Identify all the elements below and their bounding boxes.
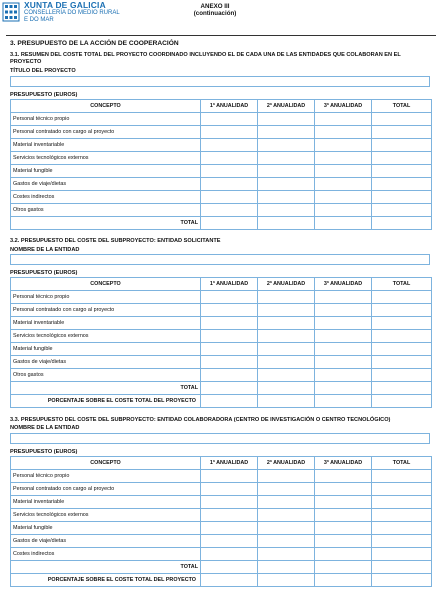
page-header (0, 0, 440, 30)
table-header-row (11, 278, 432, 291)
table-row (11, 470, 432, 483)
concept-label: Material fungible (11, 522, 201, 535)
amount-cell-year-3[interactable] (315, 395, 372, 408)
budget-table-3-1 (10, 99, 432, 230)
amount-cell-year-2[interactable] (258, 535, 315, 548)
project-title-input[interactable] (10, 76, 430, 87)
column-header-year-3: 3ª ANUALIDAD (315, 278, 372, 291)
table-row (11, 291, 432, 304)
column-header-total: TOTAL (372, 100, 432, 113)
amount-cell-year-3[interactable] (315, 535, 372, 548)
column-header-concept: CONCEPTO (11, 100, 201, 113)
amount-cell-year-1[interactable] (201, 126, 258, 139)
project-title-label: TÍTULO DEL PROYECTO (10, 68, 76, 74)
amount-cell-year-3[interactable] (315, 165, 372, 178)
concept-label: Servicios tecnológicos externos (11, 152, 201, 165)
concept-label: Material inventariable (11, 496, 201, 509)
concept-label: Gastos de viaje/dietas (11, 178, 201, 191)
amount-cell-year-3[interactable] (315, 152, 372, 165)
amount-cell-total[interactable] (372, 139, 432, 152)
amount-cell-year-1[interactable] (201, 496, 258, 509)
amount-cell-year-2[interactable] (258, 317, 315, 330)
amount-cell-year-3[interactable] (315, 139, 372, 152)
concept-label: Costes indirectos (11, 191, 201, 204)
amount-cell-year-3[interactable] (315, 204, 372, 217)
department-line-2: E DO MAR (24, 16, 54, 23)
amount-cell-year-1[interactable] (201, 395, 258, 408)
annex-number: ANEXO III (200, 3, 230, 10)
amount-cell-year-2[interactable] (258, 470, 315, 483)
table-row (11, 204, 432, 217)
percentage-label: PORCENTAJE SOBRE EL COSTE TOTAL DEL PROYECTO (11, 395, 201, 408)
column-header-year-2: 2ª ANUALIDAD (258, 457, 315, 470)
column-header-concept: CONCEPTO (11, 457, 201, 470)
amount-cell-year-3[interactable] (315, 483, 372, 496)
table-row (11, 317, 432, 330)
amount-cell-total[interactable] (372, 574, 432, 587)
amount-cell-year-3[interactable] (315, 470, 372, 483)
amount-cell-year-1[interactable] (201, 574, 258, 587)
percentage-label: PORCENTAJE SOBRE EL COSTE TOTAL DEL PROYECTO (11, 574, 201, 587)
amount-cell-year-3[interactable] (315, 574, 372, 587)
budget-label-3-1: PRESUPUESTO (EUROS) (10, 92, 78, 98)
amount-cell-year-2[interactable] (258, 548, 315, 561)
amount-cell-year-3[interactable] (315, 496, 372, 509)
amount-cell-year-1[interactable] (201, 369, 258, 382)
amount-cell-year-3[interactable] (315, 304, 372, 317)
amount-cell-year-1[interactable] (201, 165, 258, 178)
table-row (11, 369, 432, 382)
amount-cell-year-1[interactable] (201, 343, 258, 356)
amount-cell-year-1[interactable] (201, 304, 258, 317)
amount-cell-year-3[interactable] (315, 561, 372, 574)
column-header-year-1: 1ª ANUALIDAD (201, 278, 258, 291)
table-row (11, 191, 432, 204)
amount-cell-total[interactable] (372, 113, 432, 126)
amount-cell-year-2[interactable] (258, 496, 315, 509)
amount-cell-year-2[interactable] (258, 395, 315, 408)
table-row (11, 522, 432, 535)
brand-name: XUNTA DE GALICIA (24, 0, 106, 10)
amount-cell-year-2[interactable] (258, 483, 315, 496)
total-row (11, 382, 432, 395)
column-header-year-2: 2ª ANUALIDAD (258, 100, 315, 113)
entity-name-label-3-3: NOMBRE DE LA ENTIDAD (10, 425, 80, 431)
amount-cell-year-2[interactable] (258, 204, 315, 217)
concept-label: Costes indirectos (11, 548, 201, 561)
table-row (11, 152, 432, 165)
amount-cell-year-1[interactable] (201, 548, 258, 561)
amount-cell-total[interactable] (372, 369, 432, 382)
amount-cell-year-2[interactable] (258, 152, 315, 165)
amount-cell-year-2[interactable] (258, 561, 315, 574)
budget-table-3-2 (10, 277, 432, 408)
amount-cell-year-1[interactable] (201, 483, 258, 496)
concept-label: Otros gastos (11, 369, 201, 382)
amount-cell-total[interactable] (372, 291, 432, 304)
amount-cell-year-2[interactable] (258, 382, 315, 395)
amount-cell-year-1[interactable] (201, 217, 258, 230)
table-row (11, 139, 432, 152)
concept-label: Personal contratado con cargo al proyecto (11, 126, 201, 139)
budget-label-3-2: PRESUPUESTO (EUROS) (10, 270, 78, 276)
amount-cell-total[interactable] (372, 317, 432, 330)
subsection-3-2-title: 3.2. PRESUPUESTO DEL COSTE DEL SUBPROYECTO: ENTIDAD SOLICITANTE (10, 238, 221, 244)
amount-cell-year-2[interactable] (258, 356, 315, 369)
column-header-year-1: 1ª ANUALIDAD (201, 100, 258, 113)
amount-cell-year-2[interactable] (258, 126, 315, 139)
concept-label: Personal técnico propio (11, 291, 201, 304)
amount-cell-year-2[interactable] (258, 522, 315, 535)
amount-cell-year-1[interactable] (201, 382, 258, 395)
amount-cell-year-1[interactable] (201, 356, 258, 369)
entity-name-input-3-3[interactable] (10, 433, 430, 444)
amount-cell-year-3[interactable] (315, 178, 372, 191)
concept-label: Material inventariable (11, 139, 201, 152)
table-row (11, 178, 432, 191)
amount-cell-year-2[interactable] (258, 178, 315, 191)
amount-cell-total[interactable] (372, 165, 432, 178)
table-row (11, 356, 432, 369)
amount-cell-total[interactable] (372, 470, 432, 483)
concept-label: Servicios tecnológicos externos (11, 330, 201, 343)
amount-cell-total[interactable] (372, 395, 432, 408)
amount-cell-year-1[interactable] (201, 291, 258, 304)
concept-label: Personal técnico propio (11, 113, 201, 126)
amount-cell-total[interactable] (372, 509, 432, 522)
amount-cell-year-3[interactable] (315, 317, 372, 330)
amount-cell-year-2[interactable] (258, 304, 315, 317)
amount-cell-year-3[interactable] (315, 291, 372, 304)
amount-cell-year-2[interactable] (258, 191, 315, 204)
amount-cell-year-1[interactable] (201, 470, 258, 483)
amount-cell-year-1[interactable] (201, 204, 258, 217)
amount-cell-year-2[interactable] (258, 165, 315, 178)
table-row (11, 535, 432, 548)
column-header-year-3: 3ª ANUALIDAD (315, 457, 372, 470)
amount-cell-year-2[interactable] (258, 509, 315, 522)
amount-cell-year-2[interactable] (258, 291, 315, 304)
amount-cell-year-2[interactable] (258, 343, 315, 356)
entity-name-label-3-2: NOMBRE DE LA ENTIDAD (10, 247, 80, 253)
total-row (11, 217, 432, 230)
concept-label: Gastos de viaje/dietas (11, 535, 201, 548)
amount-cell-total[interactable] (372, 483, 432, 496)
concept-label: Servicios tecnológicos externos (11, 509, 201, 522)
column-header-total: TOTAL (372, 278, 432, 291)
amount-cell-year-1[interactable] (201, 152, 258, 165)
entity-name-input-3-2[interactable] (10, 254, 430, 265)
amount-cell-year-1[interactable] (201, 178, 258, 191)
concept-label: Material fungible (11, 165, 201, 178)
column-header-concept: CONCEPTO (11, 278, 201, 291)
amount-cell-year-2[interactable] (258, 217, 315, 230)
concept-label: Personal contratado con cargo al proyecto (11, 483, 201, 496)
amount-cell-year-1[interactable] (201, 191, 258, 204)
percentage-row (11, 574, 432, 587)
annex-subtitle: (continuación) (193, 10, 237, 18)
table-row (11, 113, 432, 126)
concept-label: Personal contratado con cargo al proyecto (11, 304, 201, 317)
column-header-year-3: 3ª ANUALIDAD (315, 100, 372, 113)
amount-cell-total[interactable] (372, 356, 432, 369)
table-header-row (11, 457, 432, 470)
amount-cell-total[interactable] (372, 496, 432, 509)
amount-cell-total[interactable] (372, 204, 432, 217)
table-row (11, 343, 432, 356)
amount-cell-total[interactable] (372, 126, 432, 139)
table-row (11, 509, 432, 522)
percentage-row (11, 395, 432, 408)
amount-cell-total[interactable] (372, 382, 432, 395)
column-header-year-2: 2ª ANUALIDAD (258, 278, 315, 291)
amount-cell-year-3[interactable] (315, 343, 372, 356)
amount-cell-total[interactable] (372, 152, 432, 165)
budget-table-3-3 (10, 456, 432, 587)
amount-cell-year-3[interactable] (315, 217, 372, 230)
amount-cell-total[interactable] (372, 330, 432, 343)
table-row (11, 496, 432, 509)
table-row (11, 483, 432, 496)
table-header-row (11, 100, 432, 113)
table-row (11, 165, 432, 178)
table-row (11, 126, 432, 139)
xunta-logo-icon (2, 2, 20, 22)
amount-cell-year-3[interactable] (315, 330, 372, 343)
institution-name (24, 1, 120, 23)
column-header-total: TOTAL (372, 457, 432, 470)
amount-cell-year-2[interactable] (258, 574, 315, 587)
amount-cell-year-3[interactable] (315, 126, 372, 139)
amount-cell-year-1[interactable] (201, 330, 258, 343)
concept-label: Personal técnico propio (11, 470, 201, 483)
amount-cell-year-1[interactable] (201, 139, 258, 152)
amount-cell-total[interactable] (372, 522, 432, 535)
amount-cell-total[interactable] (372, 535, 432, 548)
total-label: TOTAL (11, 217, 201, 230)
budget-label-3-3: PRESUPUESTO (EUROS) (10, 449, 78, 455)
total-row (11, 561, 432, 574)
amount-cell-year-2[interactable] (258, 369, 315, 382)
amount-cell-year-3[interactable] (315, 191, 372, 204)
subsection-3-3-title: 3.3. PRESUPUESTO DEL COSTE DEL SUBPROYECTO: ENTIDAD COLABORADORA (CENTRO DE INVESTIGACIÓN O CENTRO TECNOLÓGICO) (10, 417, 391, 423)
amount-cell-year-1[interactable] (201, 317, 258, 330)
concept-label: Otros gastos (11, 204, 201, 217)
amount-cell-total[interactable] (372, 561, 432, 574)
concept-label: Material fungible (11, 343, 201, 356)
amount-cell-year-2[interactable] (258, 330, 315, 343)
amount-cell-year-1[interactable] (201, 561, 258, 574)
amount-cell-year-3[interactable] (315, 382, 372, 395)
amount-cell-total[interactable] (372, 304, 432, 317)
amount-cell-year-3[interactable] (315, 369, 372, 382)
concept-label: Material inventariable (11, 317, 201, 330)
amount-cell-year-3[interactable] (315, 509, 372, 522)
amount-cell-year-1[interactable] (201, 535, 258, 548)
amount-cell-year-3[interactable] (315, 548, 372, 561)
section-title: 3. PRESUPUESTO DE LA ACCIÓN DE COOPERACIÓN (10, 40, 179, 47)
total-label: TOTAL (11, 561, 201, 574)
table-row (11, 304, 432, 317)
amount-cell-year-1[interactable] (201, 113, 258, 126)
amount-cell-year-3[interactable] (315, 113, 372, 126)
table-row (11, 330, 432, 343)
amount-cell-year-2[interactable] (258, 139, 315, 152)
amount-cell-total[interactable] (372, 343, 432, 356)
amount-cell-year-3[interactable] (315, 522, 372, 535)
amount-cell-year-3[interactable] (315, 356, 372, 369)
amount-cell-year-2[interactable] (258, 113, 315, 126)
amount-cell-total[interactable] (372, 217, 432, 230)
amount-cell-total[interactable] (372, 191, 432, 204)
total-label: TOTAL (11, 382, 201, 395)
table-row (11, 548, 432, 561)
amount-cell-year-1[interactable] (201, 509, 258, 522)
annex-title (180, 3, 250, 18)
amount-cell-total[interactable] (372, 548, 432, 561)
column-header-year-1: 1ª ANUALIDAD (201, 457, 258, 470)
header-divider (6, 35, 436, 36)
amount-cell-total[interactable] (372, 178, 432, 191)
subsection-3-1-title: 3.1. RESUMEN DEL COSTE TOTAL DEL PROYECTO COORDINADO INCLUYENDO EL DE CADA UNA DE LAS ENTIDADES QUE COLABORAN EN EL PROYECTO (10, 52, 401, 65)
concept-label: Gastos de viaje/dietas (11, 356, 201, 369)
department-line-1: CONSELLERÍA DO MEDIO RURAL (24, 10, 120, 16)
amount-cell-year-1[interactable] (201, 522, 258, 535)
